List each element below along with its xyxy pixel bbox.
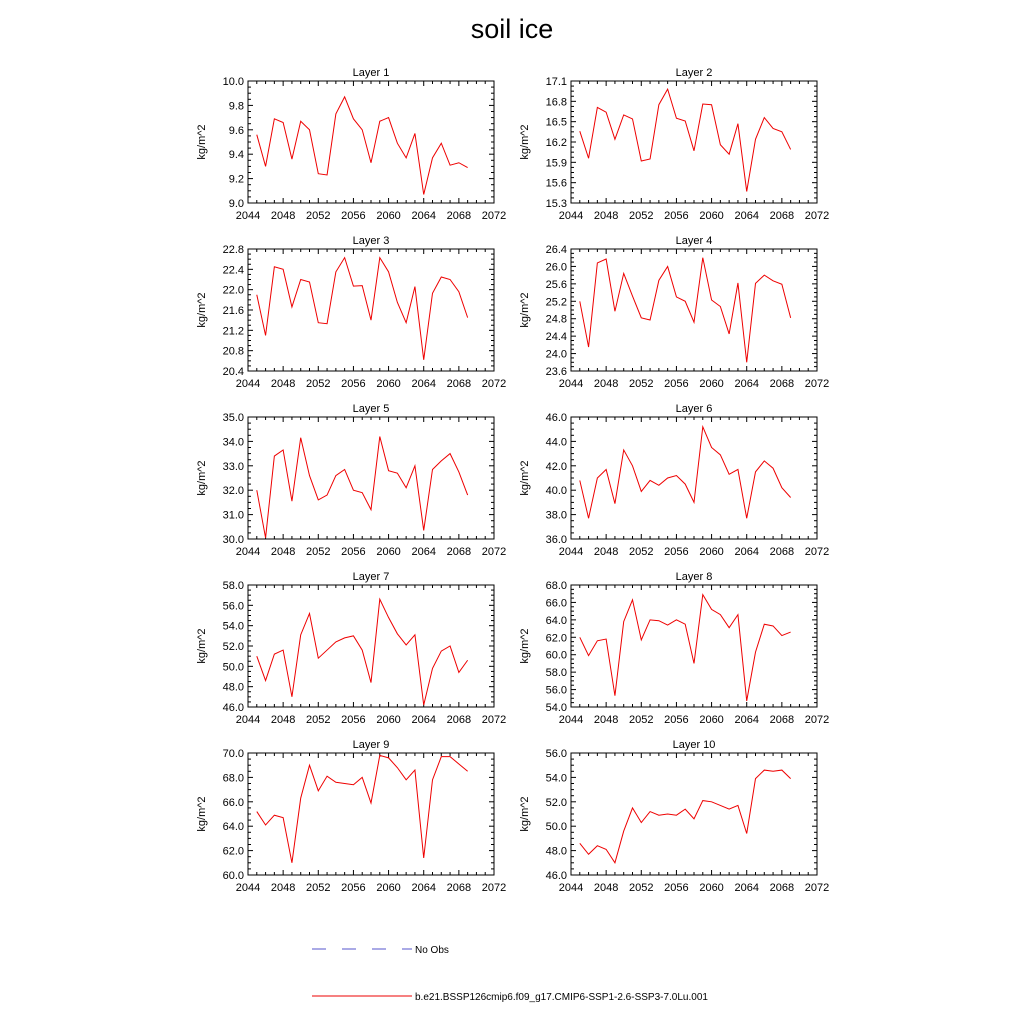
x-tick-label: 2072 [804, 882, 830, 894]
y-tick-label: 36.0 [545, 534, 567, 546]
chart-panel-layer-8 [519, 571, 829, 726]
x-tick-label: 2060 [699, 378, 724, 390]
y-tick-label: 32.0 [222, 485, 244, 498]
x-tick-label: 2044 [558, 546, 584, 558]
x-tick-label: 2068 [446, 378, 472, 390]
chart-panel-layer-6 [519, 403, 829, 558]
x-tick-label: 2068 [769, 210, 795, 222]
y-tick-label: 25.2 [545, 296, 567, 309]
x-tick-label: 2056 [341, 210, 366, 222]
x-tick-label: 2072 [804, 378, 830, 390]
y-tick-label: 50.0 [222, 661, 244, 674]
panel-title: Layer 5 [352, 403, 390, 415]
x-tick-label: 2068 [446, 714, 472, 726]
x-tick-label: 2048 [593, 882, 619, 894]
x-tick-label: 2056 [341, 714, 366, 726]
x-tick-label: 2044 [558, 210, 584, 222]
y-tick-label: 16.8 [545, 96, 567, 109]
y-tick-label: 38.0 [545, 509, 567, 522]
y-tick-label: 9.6 [228, 124, 244, 137]
y-tick-label: 24.8 [545, 313, 567, 326]
y-axis-label: kg/m^2 [196, 796, 208, 832]
x-tick-label: 2044 [235, 546, 261, 558]
y-tick-label: 56.0 [545, 684, 567, 697]
y-tick-label: 46.0 [545, 870, 567, 882]
series-line [257, 755, 468, 862]
y-tick-label: 54.0 [545, 772, 567, 785]
x-tick-label: 2068 [769, 882, 795, 894]
x-tick-label: 2064 [734, 714, 759, 726]
x-tick-label: 2048 [593, 210, 619, 222]
y-tick-label: 52.0 [222, 641, 244, 653]
x-tick-label: 2072 [804, 546, 830, 558]
y-tick-label: 58.0 [222, 580, 244, 592]
y-tick-label: 62.0 [222, 845, 244, 858]
x-tick-label: 2064 [734, 378, 759, 390]
panel-title: Layer 1 [352, 67, 390, 79]
y-axis-label: kg/m^2 [519, 292, 531, 328]
x-tick-label: 2072 [481, 378, 507, 390]
x-tick-label: 2052 [306, 378, 331, 390]
x-tick-label: 2072 [481, 714, 507, 726]
y-tick-label: 30.0 [222, 534, 244, 546]
series-line [257, 437, 468, 538]
y-tick-label: 48.0 [545, 845, 567, 858]
x-tick-label: 2048 [270, 378, 296, 390]
y-tick-label: 33.0 [222, 460, 244, 473]
series-line [257, 258, 468, 360]
y-axis-label: kg/m^2 [196, 460, 208, 496]
y-tick-label: 9.8 [228, 100, 244, 113]
legend-model-label: b.e21.BSSP126cmip6.f09_g17.CMIP6-SSP1-2.6-SSP3-7.0Lu.001 [415, 992, 708, 1003]
y-tick-label: 22.0 [222, 284, 244, 297]
chart-panels [196, 67, 829, 894]
y-tick-label: 17.1 [545, 76, 567, 88]
y-tick-label: 64.0 [545, 614, 567, 627]
y-tick-label: 42.0 [545, 460, 567, 473]
x-tick-label: 2060 [699, 882, 724, 894]
x-tick-label: 2052 [629, 210, 654, 222]
x-tick-label: 2052 [306, 210, 331, 222]
y-tick-label: 9.2 [228, 173, 244, 186]
x-tick-label: 2048 [270, 714, 296, 726]
series-line [580, 258, 791, 363]
y-axis-label: kg/m^2 [519, 628, 531, 664]
y-tick-label: 20.8 [222, 345, 244, 358]
y-tick-label: 9.0 [228, 198, 244, 210]
x-tick-label: 2060 [699, 714, 724, 726]
chart-panel-layer-5 [196, 403, 506, 558]
y-tick-label: 46.0 [222, 702, 244, 714]
plot-frame [571, 585, 817, 707]
figure-title: soil ice [470, 14, 554, 44]
y-tick-label: 24.4 [545, 331, 567, 344]
chart-panel-layer-3 [196, 235, 506, 390]
x-tick-label: 2060 [376, 546, 401, 558]
legend [312, 945, 708, 1003]
y-tick-label: 10.0 [222, 76, 244, 88]
y-tick-label: 22.4 [222, 264, 244, 277]
y-tick-label: 54.0 [545, 702, 567, 714]
x-tick-label: 2072 [804, 210, 830, 222]
y-tick-label: 40.0 [545, 485, 567, 498]
series-line [257, 599, 468, 705]
panel-title: Layer 4 [675, 235, 713, 247]
x-tick-label: 2060 [376, 882, 401, 894]
x-tick-label: 2064 [734, 882, 759, 894]
y-tick-label: 15.9 [545, 157, 567, 170]
x-tick-label: 2060 [376, 378, 401, 390]
x-tick-label: 2052 [629, 714, 654, 726]
x-tick-label: 2056 [664, 714, 689, 726]
y-axis-label: kg/m^2 [519, 124, 531, 160]
x-tick-label: 2056 [664, 378, 689, 390]
x-tick-label: 2068 [446, 882, 472, 894]
y-tick-label: 66.0 [222, 796, 244, 809]
panel-title: Layer 2 [675, 67, 713, 79]
y-tick-label: 56.0 [545, 748, 567, 760]
y-tick-label: 68.0 [545, 580, 567, 592]
x-tick-label: 2060 [699, 546, 724, 558]
y-tick-label: 24.0 [545, 348, 567, 361]
y-tick-label: 70.0 [222, 748, 244, 760]
y-tick-label: 56.0 [222, 600, 244, 613]
y-tick-label: 31.0 [222, 509, 244, 522]
x-tick-label: 2052 [306, 882, 331, 894]
x-tick-label: 2056 [664, 210, 689, 222]
x-tick-label: 2048 [270, 210, 296, 222]
y-tick-label: 21.6 [222, 305, 244, 317]
y-tick-label: 26.4 [545, 244, 567, 256]
x-tick-label: 2048 [270, 882, 296, 894]
y-tick-label: 64.0 [222, 821, 244, 834]
x-tick-label: 2044 [235, 210, 261, 222]
x-tick-label: 2072 [481, 882, 507, 894]
series-line [580, 89, 791, 191]
x-tick-label: 2064 [411, 882, 436, 894]
x-tick-label: 2056 [341, 378, 366, 390]
y-tick-label: 60.0 [545, 649, 567, 662]
x-tick-label: 2044 [558, 882, 584, 894]
x-tick-label: 2048 [593, 546, 619, 558]
plot-frame [248, 81, 494, 203]
panel-title: Layer 10 [672, 739, 716, 751]
x-tick-label: 2048 [593, 378, 619, 390]
x-tick-label: 2064 [411, 714, 436, 726]
y-tick-label: 25.6 [545, 278, 567, 291]
x-tick-label: 2072 [481, 210, 507, 222]
y-tick-label: 34.0 [222, 436, 244, 449]
chart-panel-layer-9 [196, 739, 506, 894]
x-tick-label: 2052 [306, 546, 331, 558]
chart-panel-layer-1 [196, 67, 506, 222]
x-tick-label: 2052 [629, 546, 654, 558]
y-tick-label: 58.0 [545, 667, 567, 680]
panel-title: Layer 9 [352, 739, 390, 751]
y-tick-label: 44.0 [545, 436, 567, 449]
y-tick-label: 16.5 [545, 116, 567, 129]
y-tick-label: 9.4 [228, 149, 244, 162]
x-tick-label: 2060 [376, 210, 401, 222]
x-tick-label: 2068 [446, 210, 472, 222]
panel-title: Layer 8 [675, 571, 713, 583]
series-line [580, 427, 791, 519]
chart-panel-layer-2 [519, 67, 829, 222]
legend-obs-label: No Obs [415, 945, 449, 956]
x-tick-label: 2064 [411, 378, 436, 390]
y-tick-label: 54.0 [222, 620, 244, 633]
x-tick-label: 2052 [306, 714, 331, 726]
x-tick-label: 2064 [411, 210, 436, 222]
y-axis-label: kg/m^2 [196, 124, 208, 160]
y-tick-label: 26.0 [545, 261, 567, 274]
x-tick-label: 2060 [699, 210, 724, 222]
x-tick-label: 2060 [376, 714, 401, 726]
x-tick-label: 2072 [481, 546, 507, 558]
y-tick-label: 16.2 [545, 137, 567, 149]
plot-frame [248, 249, 494, 371]
y-tick-label: 50.0 [545, 821, 567, 834]
y-tick-label: 46.0 [545, 412, 567, 424]
x-tick-label: 2056 [664, 546, 689, 558]
y-axis-label: kg/m^2 [196, 292, 208, 328]
x-tick-label: 2052 [629, 882, 654, 894]
x-tick-label: 2044 [235, 714, 261, 726]
chart-panel-layer-4 [519, 235, 829, 390]
x-tick-label: 2064 [411, 546, 436, 558]
plot-frame [248, 753, 494, 875]
y-axis-label: kg/m^2 [196, 628, 208, 664]
y-tick-label: 52.0 [545, 796, 567, 809]
panel-title: Layer 7 [352, 571, 390, 583]
series-line [580, 770, 791, 863]
x-tick-label: 2068 [446, 546, 472, 558]
y-axis-label: kg/m^2 [519, 460, 531, 496]
panel-title: Layer 6 [675, 403, 713, 415]
plot-frame [248, 585, 494, 707]
series-line [580, 595, 791, 701]
y-tick-label: 48.0 [222, 681, 244, 694]
y-tick-label: 22.8 [222, 244, 244, 256]
panel-title: Layer 3 [352, 235, 390, 247]
x-tick-label: 2052 [629, 378, 654, 390]
x-tick-label: 2056 [341, 546, 366, 558]
x-tick-label: 2064 [734, 546, 759, 558]
y-tick-label: 62.0 [545, 632, 567, 645]
x-tick-label: 2048 [593, 714, 619, 726]
x-tick-label: 2048 [270, 546, 296, 558]
chart-panel-layer-7 [196, 571, 506, 726]
y-tick-label: 35.0 [222, 412, 244, 424]
y-tick-label: 66.0 [545, 597, 567, 610]
x-tick-label: 2068 [769, 714, 795, 726]
y-tick-label: 60.0 [222, 870, 244, 882]
x-tick-label: 2044 [558, 714, 584, 726]
y-tick-label: 15.6 [545, 177, 567, 190]
plot-frame [571, 81, 817, 203]
y-tick-label: 21.2 [222, 325, 244, 338]
x-tick-label: 2056 [341, 882, 366, 894]
plot-frame [571, 753, 817, 875]
y-tick-label: 23.6 [545, 366, 567, 378]
y-tick-label: 15.3 [545, 198, 567, 210]
x-tick-label: 2064 [734, 210, 759, 222]
series-line [257, 97, 468, 195]
y-tick-label: 20.4 [222, 366, 244, 378]
y-axis-label: kg/m^2 [519, 796, 531, 832]
x-tick-label: 2056 [664, 882, 689, 894]
chart-panel-layer-10 [519, 739, 829, 894]
x-tick-label: 2044 [235, 882, 261, 894]
x-tick-label: 2068 [769, 378, 795, 390]
plot-frame [248, 417, 494, 539]
x-tick-label: 2044 [558, 378, 584, 390]
x-tick-label: 2044 [235, 378, 261, 390]
x-tick-label: 2068 [769, 546, 795, 558]
x-tick-label: 2072 [804, 714, 830, 726]
y-tick-label: 68.0 [222, 772, 244, 785]
